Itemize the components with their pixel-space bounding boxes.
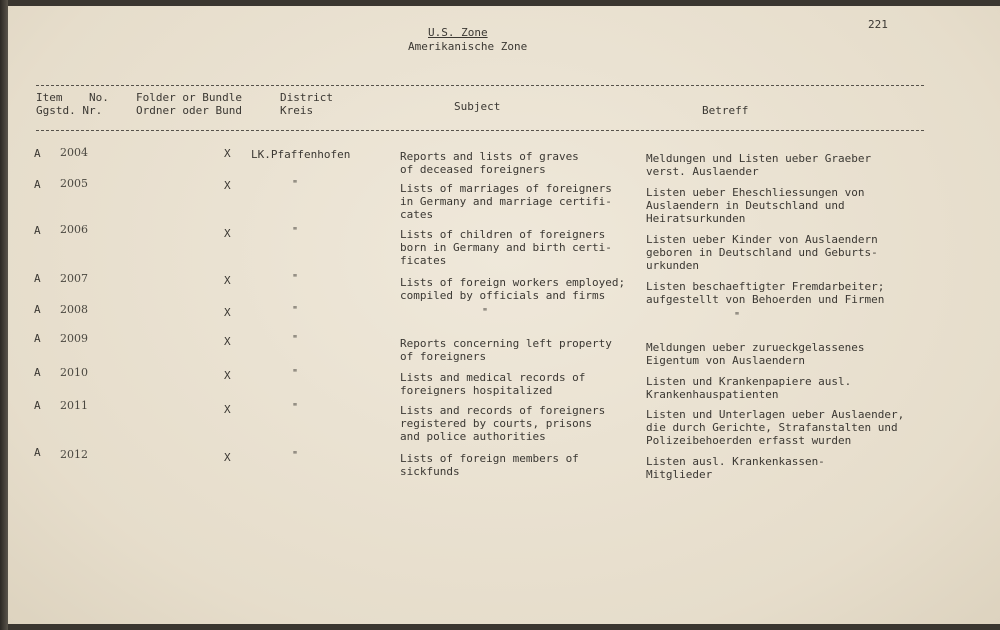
- row-folder: X: [224, 274, 231, 287]
- header-folder: Folder or Bundle Ordner oder Bund: [136, 91, 242, 117]
- row-item: A: [34, 272, 41, 285]
- row-district: ": [292, 273, 299, 284]
- row-betreff: Meldungen ueber zurueckgelassenes Eigentum von Auslaendern: [646, 341, 865, 367]
- row-folder: X: [224, 451, 231, 464]
- row-folder: X: [224, 179, 231, 192]
- row-district: ": [292, 368, 299, 379]
- row-item: A: [34, 446, 41, 459]
- header-item-no: Item No. Ggstd. Nr.: [36, 91, 109, 117]
- row-subject: Lists of marriages of foreigners in Germany and marriage certifi- cates: [400, 182, 612, 221]
- row-subject: Lists of children of foreigners born in Germany and birth certi- ficates: [400, 228, 612, 267]
- row-item: A: [34, 399, 41, 412]
- row-item: A: [34, 332, 41, 345]
- document-page: [8, 6, 1000, 624]
- row-folder: X: [224, 147, 231, 160]
- row-number: 2008: [60, 303, 88, 316]
- row-number: 2006: [60, 223, 88, 236]
- row-number: 2011: [60, 399, 88, 412]
- row-betreff: Listen ueber Kinder von Auslaendern geboren in Deutschland und Geburts- urkunden: [646, 233, 878, 272]
- row-subject: Lists and medical records of foreigners hospitalized: [400, 371, 586, 397]
- row-item: A: [34, 303, 41, 316]
- row-subject: Reports and lists of graves of deceased foreigners: [400, 150, 579, 176]
- header-rule-bottom: [36, 130, 924, 131]
- row-number: 2012: [60, 448, 88, 461]
- zone-subtitle: Amerikanische Zone: [408, 40, 528, 53]
- row-district: ": [292, 305, 299, 316]
- row-number: 2004: [60, 146, 88, 159]
- row-folder: X: [224, 306, 231, 319]
- row-item: A: [34, 224, 41, 237]
- row-item: A: [34, 178, 41, 191]
- row-subject: Lists and records of foreigners registered by courts, prisons and police authorities: [400, 404, 606, 443]
- header-subject: Subject: [454, 100, 501, 113]
- binding-edge: [0, 0, 8, 630]
- row-subject: ": [482, 307, 489, 318]
- row-betreff: Listen und Unterlagen ueber Auslaender, die durch Gerichte, Strafanstalten und Polizeibehoerden erfasst wurden: [646, 408, 905, 447]
- row-district: ": [292, 334, 299, 345]
- row-subject: Lists of foreign workers employed; compiled by officials and firms: [400, 276, 626, 302]
- row-district: ": [292, 450, 299, 461]
- row-betreff: ": [734, 311, 741, 322]
- row-number: 2005: [60, 177, 88, 190]
- row-item: A: [34, 147, 41, 160]
- row-district: ": [292, 226, 299, 237]
- row-folder: X: [224, 335, 231, 348]
- header-district: District Kreis: [280, 91, 333, 117]
- row-number: 2010: [60, 366, 88, 379]
- row-folder: X: [224, 369, 231, 382]
- row-folder: X: [224, 403, 231, 416]
- row-district: ": [292, 402, 299, 413]
- row-subject: Reports concerning left property of foreigners: [400, 337, 612, 363]
- row-subject: Lists of foreign members of sickfunds: [400, 452, 579, 478]
- row-number: 2009: [60, 332, 88, 345]
- row-district: LK.Pfaffenhofen: [251, 148, 351, 161]
- page-number: 221: [868, 18, 888, 31]
- row-folder: X: [224, 227, 231, 240]
- zone-title: U.S. Zone: [428, 26, 488, 39]
- row-item: A: [34, 366, 41, 379]
- row-betreff: Listen ueber Eheschliessungen von Auslaendern in Deutschland und Heiratsurkunden: [646, 186, 865, 225]
- row-number: 2007: [60, 272, 88, 285]
- header-betreff: Betreff: [702, 104, 749, 117]
- header-rule-top: [36, 85, 924, 86]
- row-betreff: Meldungen und Listen ueber Graeber verst. Auslaender: [646, 152, 872, 178]
- row-district: ": [292, 179, 299, 190]
- row-betreff: Listen beschaeftigter Fremdarbeiter; aufgestellt von Behoerden und Firmen: [646, 280, 885, 306]
- row-betreff: Listen und Krankenpapiere ausl. Krankenhauspatienten: [646, 375, 852, 401]
- row-betreff: Listen ausl. Krankenkassen- Mitglieder: [646, 455, 825, 481]
